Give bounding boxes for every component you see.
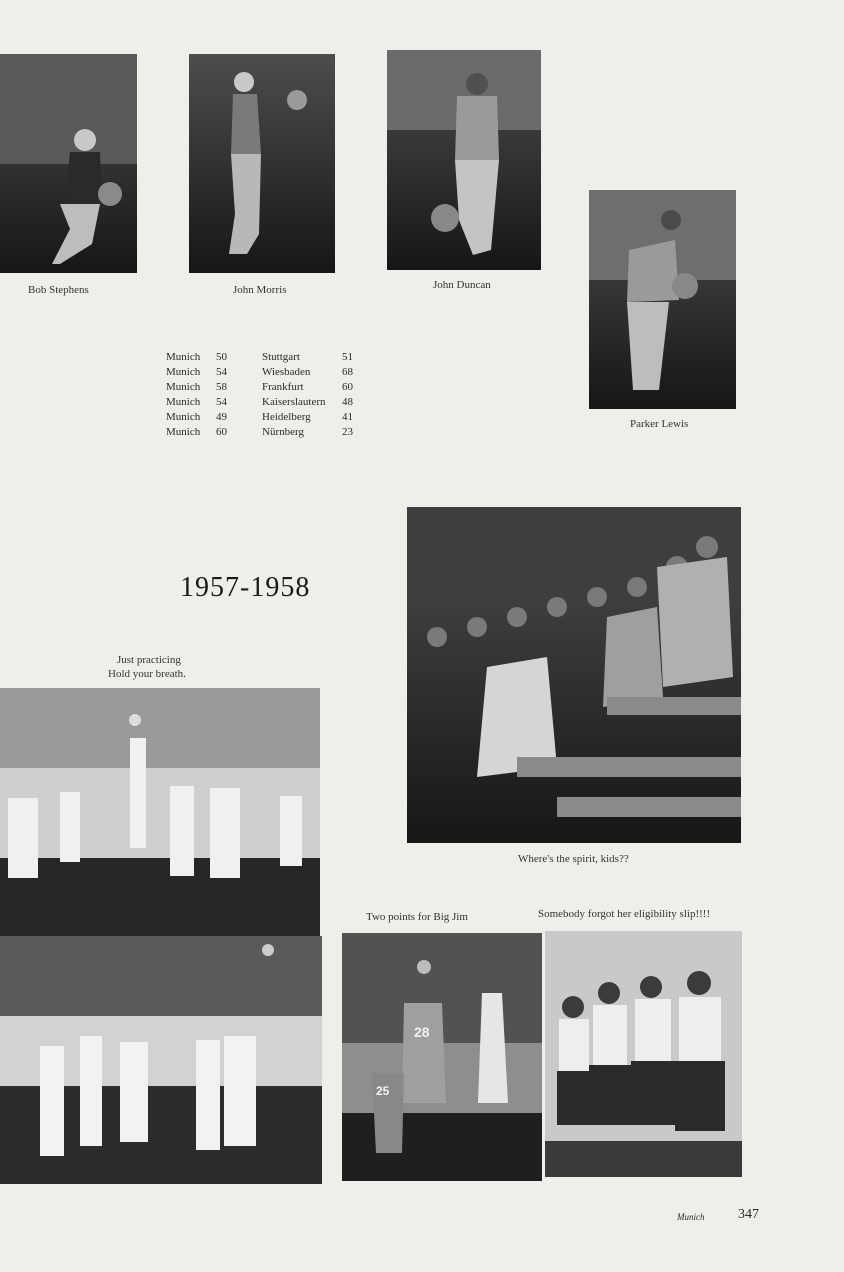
opponent-score: 60: [342, 381, 353, 393]
home-score: 50: [216, 351, 227, 363]
page-number: 347: [738, 1207, 759, 1222]
score-row: [166, 365, 362, 380]
score-row: [166, 380, 362, 395]
jersey-number-25: 25: [376, 1084, 390, 1098]
score-row: [166, 350, 362, 365]
score-row: [166, 395, 362, 410]
photo-parker-lewis: [589, 190, 736, 409]
caption-parker-lewis: Parker Lewis: [630, 418, 689, 430]
opponent-score: 23: [342, 426, 353, 438]
home-team: Munich: [166, 381, 201, 393]
jersey-number-28: 28: [414, 1024, 430, 1040]
home-score: 54: [216, 396, 227, 408]
caption-cheerleaders: Somebody forgot her eligibility slip!!!!: [538, 908, 711, 920]
opponent-score: 41: [342, 411, 353, 423]
photo-big-jim: [342, 933, 542, 1181]
caption-john-morris: John Morris: [233, 284, 287, 296]
season-title: 1957-1958: [180, 572, 311, 603]
home-team: Munich: [166, 411, 201, 423]
photo-cheerleaders: [545, 931, 742, 1177]
photo-crowd: [407, 507, 741, 843]
caption-big-jim: Two points for Big Jim: [366, 911, 468, 923]
home-score: 58: [216, 381, 227, 393]
photo-john-duncan: [387, 50, 541, 270]
caption-just-practicing: Just practicing: [117, 654, 181, 666]
opponent-team: Nürnberg: [262, 426, 304, 438]
home-team: Munich: [166, 351, 201, 363]
score-row: [166, 410, 362, 425]
caption-hold-your-breath: Hold your breath.: [108, 668, 186, 680]
opponent-team: Stuttgart: [262, 351, 300, 363]
opponent-team: Wiesbaden: [262, 366, 311, 378]
opponent-team: Heidelberg: [262, 411, 311, 423]
home-team: Munich: [166, 396, 201, 408]
home-score: 49: [216, 411, 227, 423]
photo-practice-jump: [0, 688, 320, 936]
home-score: 60: [216, 426, 227, 438]
opponent-team: Kaiserslautern: [262, 396, 326, 408]
photo-practice-rebound: [0, 936, 322, 1184]
home-team: Munich: [166, 366, 201, 378]
photo-john-morris: [189, 54, 335, 273]
score-row: [166, 425, 362, 440]
home-score: 54: [216, 366, 227, 378]
opponent-score: 68: [342, 366, 353, 378]
footer-school-name: Munich: [677, 1212, 705, 1222]
opponent-score: 51: [342, 351, 353, 363]
photo-bob-stephens: [0, 54, 137, 273]
home-team: Munich: [166, 426, 201, 438]
caption-john-duncan: John Duncan: [433, 279, 491, 291]
opponent-score: 48: [342, 396, 353, 408]
scores-table: [166, 350, 362, 440]
opponent-team: Frankfurt: [262, 381, 304, 393]
caption-crowd: Where's the spirit, kids??: [518, 853, 629, 865]
caption-bob-stephens: Bob Stephens: [28, 284, 89, 296]
